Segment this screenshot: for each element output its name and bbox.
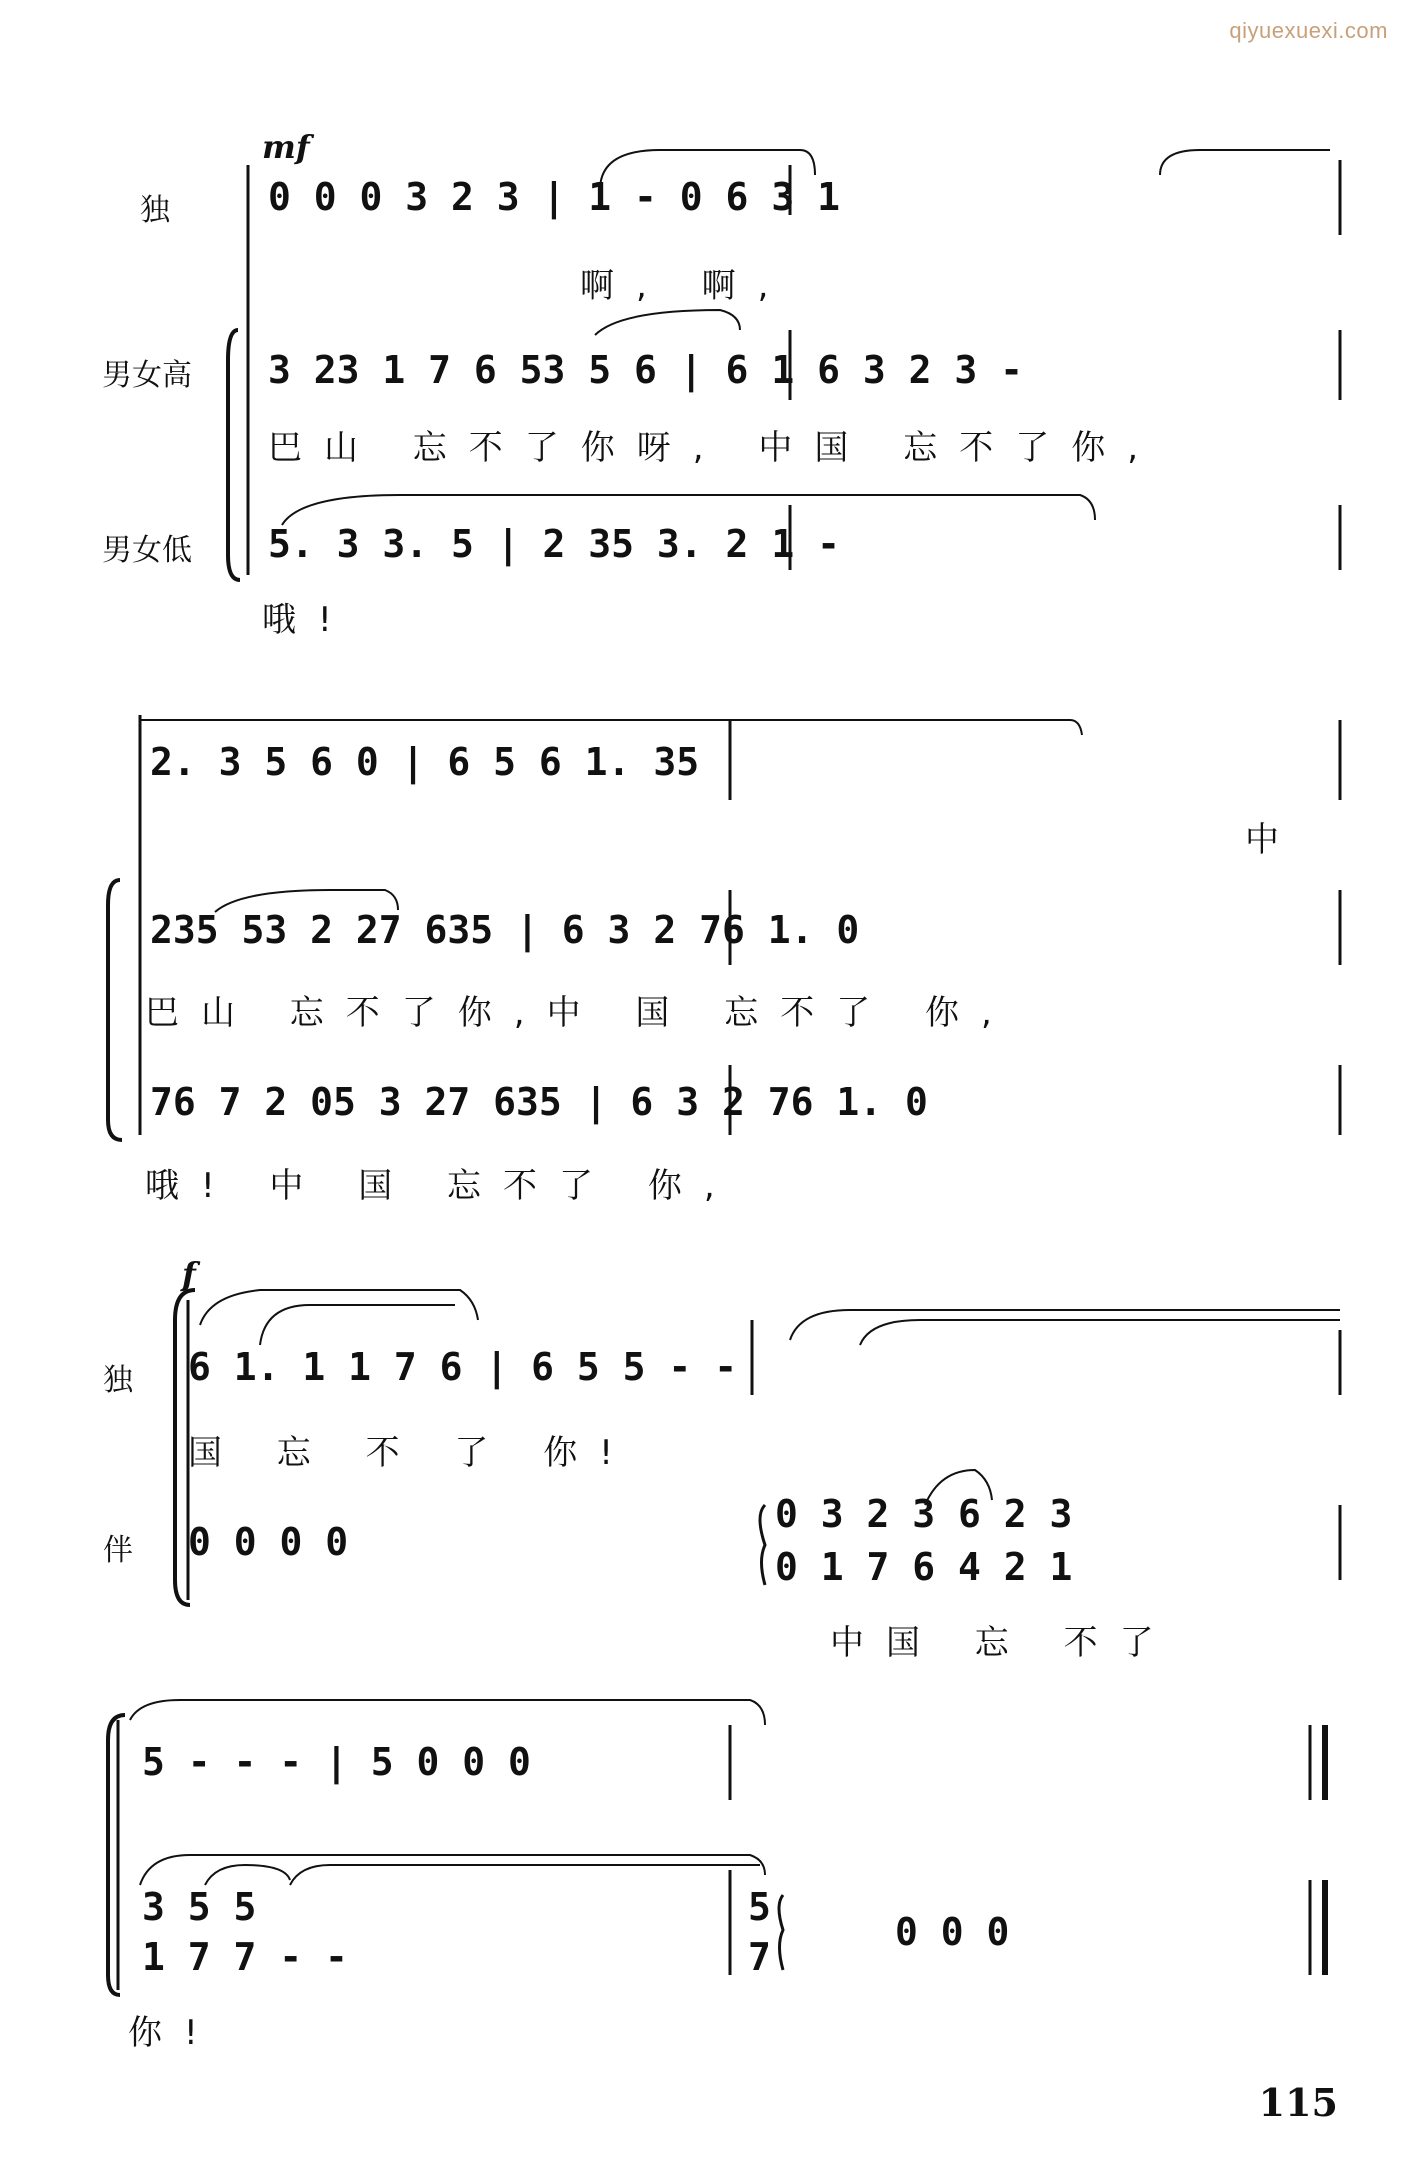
system1-solo-lyrics: 啊, 啊,	[580, 266, 791, 306]
system2-low-lyrics: 哦! 中 国 忘不了 你,	[145, 1166, 737, 1206]
system3-solo-lyrics: 国 忘 不 了 你!	[188, 1433, 635, 1473]
system4-lyrics: 你!	[128, 2013, 220, 2053]
system1-high-notes: 3 23 1 7 6 53 5 6 | 6 1 6 3 2 3 -	[268, 348, 1023, 392]
part-label-solo-2: 独	[103, 1363, 133, 1398]
part-label-high: 男女高	[102, 358, 192, 393]
system2-solo-lyrics: 中	[1245, 820, 1301, 860]
system4-acc-rest: 0 0 0	[895, 1910, 1010, 1954]
system3-acc-rest: 0 0 0 0	[188, 1520, 349, 1564]
system1-solo-notes: 0 0 0 3 2 3 | 1 - 0 6 3 1	[268, 175, 840, 219]
system1-low-notes: 5. 3 3. 5 | 2 35 3. 2 1 -	[268, 522, 840, 566]
system4-acc-end-top: 5	[748, 1885, 771, 1929]
system1-low-lyrics: 哦!	[262, 600, 354, 640]
system3-acc-notes-top: 0 3 2 3 6 2 3	[775, 1492, 1073, 1536]
dynamic-mf: mf	[262, 128, 310, 166]
page-number: 115	[1258, 2080, 1338, 2125]
system2-solo-notes: 2. 3 5 6 0 | 6 5 6 1. 35	[150, 740, 700, 784]
system2-low-notes: 76 7 2 05 3 27 635 | 6 3 2 76 1. 0	[150, 1080, 928, 1124]
system1-high-lyrics: 巴山 忘不了你呀, 中国 忘不了你,	[268, 428, 1161, 468]
system2-high-notes: 235 53 2 27 635 | 6 3 2 76 1. 0	[150, 908, 860, 952]
system3-acc-lyrics: 中国 忘 不了	[830, 1623, 1176, 1663]
system4-solo-notes: 5 - - - | 5 0 0 0	[142, 1740, 531, 1784]
system4-acc-notes-top: 3 5 5	[142, 1885, 257, 1929]
part-label-low: 男女低	[102, 533, 192, 568]
watermark: qiyuexuexi.com	[1229, 18, 1388, 43]
system4-acc-notes-bottom: 1 7 7 - -	[142, 1935, 348, 1979]
part-label-accomp: 伴	[103, 1533, 133, 1568]
system2-high-lyrics: 巴山 忘不了你,中 国 忘不了 你,	[145, 993, 1014, 1033]
system3-solo-notes: 6 1. 1 1 7 6 | 6 5 5 - -	[188, 1345, 738, 1389]
system3-acc-notes-bottom: 0 1 7 6 4 2 1	[775, 1545, 1073, 1589]
dynamic-f: f	[182, 1255, 196, 1293]
part-label-solo: 独	[140, 193, 170, 228]
system4-acc-end-bottom: 7	[748, 1935, 771, 1979]
